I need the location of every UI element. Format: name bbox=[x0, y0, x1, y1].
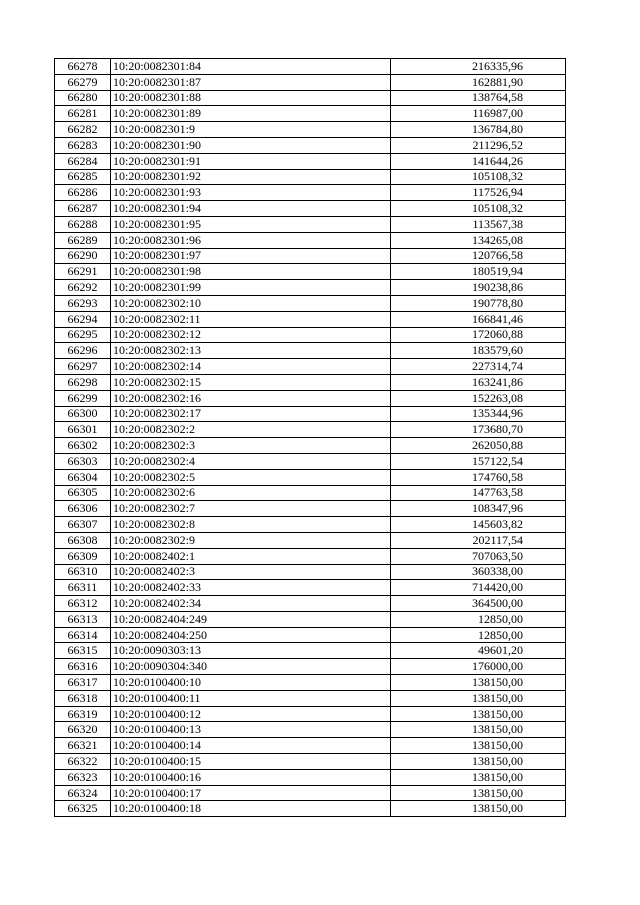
value-text: 364500,00 bbox=[472, 595, 523, 610]
table-row bbox=[55, 327, 566, 343]
row-number-cell: 66285 bbox=[55, 169, 111, 185]
table-row bbox=[55, 201, 566, 217]
value-text: 116987,00 bbox=[472, 106, 523, 121]
row-number-cell: 66309 bbox=[55, 548, 111, 564]
value-cell bbox=[391, 90, 566, 106]
table-row bbox=[55, 611, 566, 627]
value-cell bbox=[391, 232, 566, 248]
cadastral-number-cell: 10:20:0082302:11 bbox=[111, 311, 391, 327]
table-row bbox=[55, 153, 566, 169]
table-row bbox=[55, 643, 566, 659]
table-row bbox=[55, 469, 566, 485]
row-number-cell: 66278 bbox=[55, 59, 111, 75]
value-cell bbox=[391, 675, 566, 691]
value-text: 173680,70 bbox=[472, 422, 523, 437]
cadastral-number-cell: 10:20:0082301:88 bbox=[111, 90, 391, 106]
row-number-cell: 66302 bbox=[55, 438, 111, 454]
row-number-cell: 66299 bbox=[55, 390, 111, 406]
table-row bbox=[55, 438, 566, 454]
table-row bbox=[55, 706, 566, 722]
value-text: 138150,00 bbox=[472, 674, 523, 689]
value-text: 12850,00 bbox=[478, 627, 523, 642]
value-cell bbox=[391, 280, 566, 296]
value-cell bbox=[391, 501, 566, 517]
table-row bbox=[55, 59, 566, 75]
row-number-cell: 66303 bbox=[55, 453, 111, 469]
row-number-cell: 66312 bbox=[55, 596, 111, 612]
value-cell bbox=[391, 201, 566, 217]
row-number-cell: 66323 bbox=[55, 769, 111, 785]
cadastral-number-cell: 10:20:0100400:17 bbox=[111, 785, 391, 801]
cadastral-number-cell: 10:20:0082301:90 bbox=[111, 137, 391, 153]
table-row bbox=[55, 453, 566, 469]
table-body bbox=[55, 59, 566, 817]
row-number-cell: 66322 bbox=[55, 754, 111, 770]
cadastral-number-cell: 10:20:0082404:250 bbox=[111, 627, 391, 643]
cadastral-number-cell: 10:20:0082302:2 bbox=[111, 422, 391, 438]
value-cell bbox=[391, 801, 566, 817]
cadastral-number-cell: 10:20:0082302:12 bbox=[111, 327, 391, 343]
table-row bbox=[55, 422, 566, 438]
row-number-cell: 66284 bbox=[55, 153, 111, 169]
value-cell bbox=[391, 438, 566, 454]
value-text: 262050,88 bbox=[472, 438, 523, 453]
value-text: 138150,00 bbox=[472, 785, 523, 800]
cadastral-number-cell: 10:20:0082302:9 bbox=[111, 532, 391, 548]
value-cell bbox=[391, 137, 566, 153]
row-number-cell: 66310 bbox=[55, 564, 111, 580]
value-cell bbox=[391, 785, 566, 801]
table-row bbox=[55, 343, 566, 359]
cadastral-number-cell: 10:20:0082301:94 bbox=[111, 201, 391, 217]
value-text: 216335,96 bbox=[472, 58, 523, 73]
table-row bbox=[55, 374, 566, 390]
value-text: 136784,80 bbox=[472, 122, 523, 137]
value-text: 120766,58 bbox=[472, 248, 523, 263]
value-cell bbox=[391, 185, 566, 201]
table-row bbox=[55, 390, 566, 406]
value-cell bbox=[391, 690, 566, 706]
cadastral-number-cell: 10:20:0100400:12 bbox=[111, 706, 391, 722]
row-number-cell: 66298 bbox=[55, 374, 111, 390]
table-row bbox=[55, 769, 566, 785]
cadastral-number-cell: 10:20:0082301:96 bbox=[111, 232, 391, 248]
row-number-cell: 66314 bbox=[55, 627, 111, 643]
cadastral-number-cell: 10:20:0082302:4 bbox=[111, 453, 391, 469]
row-number-cell: 66308 bbox=[55, 532, 111, 548]
table-row bbox=[55, 248, 566, 264]
value-cell bbox=[391, 722, 566, 738]
value-text: 152263,08 bbox=[472, 390, 523, 405]
row-number-cell: 66293 bbox=[55, 295, 111, 311]
row-number-cell: 66321 bbox=[55, 738, 111, 754]
table-row bbox=[55, 754, 566, 770]
cadastral-number-cell: 10:20:0100400:15 bbox=[111, 754, 391, 770]
value-text: 117526,94 bbox=[472, 185, 523, 200]
value-cell bbox=[391, 485, 566, 501]
value-text: 113567,38 bbox=[472, 216, 523, 231]
cadastral-number-cell: 10:20:0082302:7 bbox=[111, 501, 391, 517]
value-text: 138150,00 bbox=[472, 690, 523, 705]
cadastral-number-cell: 10:20:0082302:14 bbox=[111, 359, 391, 375]
row-number-cell: 66316 bbox=[55, 659, 111, 675]
cadastral-number-cell: 10:20:0082302:6 bbox=[111, 485, 391, 501]
value-text: 714420,00 bbox=[472, 580, 523, 595]
cadastral-number-cell: 10:20:0082302:17 bbox=[111, 406, 391, 422]
value-text: 147763,58 bbox=[472, 485, 523, 500]
value-text: 202117,54 bbox=[472, 532, 523, 547]
cadastral-number-cell: 10:20:0082301:99 bbox=[111, 280, 391, 296]
table-row bbox=[55, 532, 566, 548]
cadastral-number-cell: 10:20:0100400:16 bbox=[111, 769, 391, 785]
row-number-cell: 66325 bbox=[55, 801, 111, 817]
value-cell bbox=[391, 611, 566, 627]
cadastral-number-cell: 10:20:0082302:16 bbox=[111, 390, 391, 406]
row-number-cell: 66282 bbox=[55, 122, 111, 138]
value-cell bbox=[391, 453, 566, 469]
table-row bbox=[55, 185, 566, 201]
table-row bbox=[55, 359, 566, 375]
cadastral-number-cell: 10:20:0082301:87 bbox=[111, 74, 391, 90]
table-row bbox=[55, 137, 566, 153]
table-row bbox=[55, 501, 566, 517]
value-text: 135344,96 bbox=[472, 406, 523, 421]
value-cell bbox=[391, 327, 566, 343]
row-number-cell: 66297 bbox=[55, 359, 111, 375]
cadastral-number-cell: 10:20:0082301:95 bbox=[111, 216, 391, 232]
table-row bbox=[55, 580, 566, 596]
cadastral-number-cell: 10:20:0100400:13 bbox=[111, 722, 391, 738]
cadastral-number-cell: 10:20:0082301:97 bbox=[111, 248, 391, 264]
row-number-cell: 66320 bbox=[55, 722, 111, 738]
cadastral-number-cell: 10:20:0082402:33 bbox=[111, 580, 391, 596]
cadastral-number-cell: 10:20:0082302:5 bbox=[111, 469, 391, 485]
row-number-cell: 66279 bbox=[55, 74, 111, 90]
table-row bbox=[55, 90, 566, 106]
value-cell bbox=[391, 295, 566, 311]
value-cell bbox=[391, 643, 566, 659]
row-number-cell: 66305 bbox=[55, 485, 111, 501]
cadastral-number-cell: 10:20:0082302:15 bbox=[111, 374, 391, 390]
cadastral-number-cell: 10:20:0090304:340 bbox=[111, 659, 391, 675]
value-text: 183579,60 bbox=[472, 343, 523, 358]
value-text: 49601,20 bbox=[478, 643, 523, 658]
cadastral-number-cell: 10:20:0082301:9 bbox=[111, 122, 391, 138]
cadastral-number-cell: 10:20:0082301:89 bbox=[111, 106, 391, 122]
table-row bbox=[55, 122, 566, 138]
table-row bbox=[55, 738, 566, 754]
value-text: 707063,50 bbox=[472, 548, 523, 563]
value-text: 180519,94 bbox=[472, 264, 523, 279]
value-cell bbox=[391, 517, 566, 533]
cadastral-number-cell: 10:20:0100400:11 bbox=[111, 690, 391, 706]
value-cell bbox=[391, 469, 566, 485]
value-text: 157122,54 bbox=[472, 453, 523, 468]
row-number-cell: 66311 bbox=[55, 580, 111, 596]
value-cell bbox=[391, 406, 566, 422]
row-number-cell: 66292 bbox=[55, 280, 111, 296]
cadastral-number-cell: 10:20:0082302:13 bbox=[111, 343, 391, 359]
table-row bbox=[55, 216, 566, 232]
value-text: 227314,74 bbox=[472, 359, 523, 374]
cadastral-number-cell: 10:20:0082302:3 bbox=[111, 438, 391, 454]
cadastral-value-table bbox=[54, 58, 566, 817]
value-cell bbox=[391, 390, 566, 406]
value-cell bbox=[391, 706, 566, 722]
table-row bbox=[55, 785, 566, 801]
table-row bbox=[55, 106, 566, 122]
value-text: 174760,58 bbox=[472, 469, 523, 484]
row-number-cell: 66281 bbox=[55, 106, 111, 122]
value-cell bbox=[391, 422, 566, 438]
value-text: 163241,86 bbox=[472, 374, 523, 389]
cadastral-number-cell: 10:20:0082402:3 bbox=[111, 564, 391, 580]
row-number-cell: 66289 bbox=[55, 232, 111, 248]
value-text: 360338,00 bbox=[472, 564, 523, 579]
row-number-cell: 66317 bbox=[55, 675, 111, 691]
row-number-cell: 66290 bbox=[55, 248, 111, 264]
row-number-cell: 66296 bbox=[55, 343, 111, 359]
row-number-cell: 66304 bbox=[55, 469, 111, 485]
value-cell bbox=[391, 374, 566, 390]
value-text: 176000,00 bbox=[472, 659, 523, 674]
table-row bbox=[55, 264, 566, 280]
value-text: 166841,46 bbox=[472, 311, 523, 326]
cadastral-number-cell: 10:20:0082402:1 bbox=[111, 548, 391, 564]
value-cell bbox=[391, 216, 566, 232]
cadastral-number-cell: 10:20:0082404:249 bbox=[111, 611, 391, 627]
value-cell bbox=[391, 564, 566, 580]
value-cell bbox=[391, 580, 566, 596]
value-text: 211296,52 bbox=[472, 137, 523, 152]
row-number-cell: 66306 bbox=[55, 501, 111, 517]
value-text: 190778,80 bbox=[472, 295, 523, 310]
value-text: 105108,32 bbox=[472, 169, 523, 184]
table-row bbox=[55, 280, 566, 296]
value-text: 145603,82 bbox=[472, 517, 523, 531]
cadastral-number-cell: 10:20:0082402:34 bbox=[111, 596, 391, 612]
value-text: 190238,86 bbox=[472, 280, 523, 295]
value-cell bbox=[391, 74, 566, 90]
value-text: 138150,00 bbox=[472, 722, 523, 737]
row-number-cell: 66300 bbox=[55, 406, 111, 422]
value-text: 105108,32 bbox=[472, 201, 523, 216]
value-cell bbox=[391, 596, 566, 612]
table-row bbox=[55, 295, 566, 311]
value-cell bbox=[391, 153, 566, 169]
row-number-cell: 66288 bbox=[55, 216, 111, 232]
row-number-cell: 66324 bbox=[55, 785, 111, 801]
value-cell bbox=[391, 627, 566, 643]
value-cell bbox=[391, 59, 566, 75]
table-row bbox=[55, 232, 566, 248]
row-number-cell: 66287 bbox=[55, 201, 111, 217]
cadastral-number-cell: 10:20:0082301:98 bbox=[111, 264, 391, 280]
table-row bbox=[55, 675, 566, 691]
cadastral-number-cell: 10:20:0082301:91 bbox=[111, 153, 391, 169]
table-row bbox=[55, 485, 566, 501]
value-text: 141644,26 bbox=[472, 153, 523, 168]
row-number-cell: 66318 bbox=[55, 690, 111, 706]
row-number-cell: 66301 bbox=[55, 422, 111, 438]
table-row bbox=[55, 548, 566, 564]
value-cell bbox=[391, 738, 566, 754]
value-cell bbox=[391, 311, 566, 327]
row-number-cell: 66307 bbox=[55, 517, 111, 533]
row-number-cell: 66319 bbox=[55, 706, 111, 722]
table-row bbox=[55, 627, 566, 643]
value-cell bbox=[391, 248, 566, 264]
table-row bbox=[55, 596, 566, 612]
row-number-cell: 66294 bbox=[55, 311, 111, 327]
row-number-cell: 66291 bbox=[55, 264, 111, 280]
value-cell bbox=[391, 769, 566, 785]
cadastral-number-cell: 10:20:0082301:93 bbox=[111, 185, 391, 201]
cadastral-number-cell: 10:20:0082302:8 bbox=[111, 517, 391, 533]
value-cell bbox=[391, 106, 566, 122]
value-cell bbox=[391, 343, 566, 359]
value-cell bbox=[391, 754, 566, 770]
value-text: 138150,00 bbox=[472, 769, 523, 784]
cadastral-number-cell: 10:20:0090303:13 bbox=[111, 643, 391, 659]
value-text: 138764,58 bbox=[472, 90, 523, 105]
row-number-cell: 66295 bbox=[55, 327, 111, 343]
cadastral-number-cell: 10:20:0100400:14 bbox=[111, 738, 391, 754]
value-text: 138150,00 bbox=[472, 706, 523, 721]
value-cell bbox=[391, 548, 566, 564]
row-number-cell: 66313 bbox=[55, 611, 111, 627]
table-row bbox=[55, 311, 566, 327]
table-row bbox=[55, 722, 566, 738]
table-row bbox=[55, 801, 566, 817]
cadastral-number-cell: 10:20:0100400:10 bbox=[111, 675, 391, 691]
value-cell bbox=[391, 359, 566, 375]
value-cell bbox=[391, 122, 566, 138]
value-text: 138150,00 bbox=[472, 738, 523, 753]
value-cell bbox=[391, 264, 566, 280]
value-cell bbox=[391, 659, 566, 675]
value-text: 172060,88 bbox=[472, 327, 523, 342]
cadastral-number-cell: 10:20:0100400:18 bbox=[111, 801, 391, 817]
value-text: 134265,08 bbox=[472, 232, 523, 247]
table-row bbox=[55, 74, 566, 90]
row-number-cell: 66283 bbox=[55, 137, 111, 153]
table-row bbox=[55, 169, 566, 185]
table-row bbox=[55, 406, 566, 422]
table-row bbox=[55, 690, 566, 706]
value-text: 138150,00 bbox=[472, 801, 523, 816]
value-text: 138150,00 bbox=[472, 753, 523, 768]
cadastral-number-cell: 10:20:0082302:10 bbox=[111, 295, 391, 311]
row-number-cell: 66315 bbox=[55, 643, 111, 659]
value-text: 162881,90 bbox=[472, 74, 523, 89]
row-number-cell: 66286 bbox=[55, 185, 111, 201]
row-number-cell: 66280 bbox=[55, 90, 111, 106]
value-cell bbox=[391, 169, 566, 185]
cadastral-number-cell: 10:20:0082301:92 bbox=[111, 169, 391, 185]
table-row bbox=[55, 659, 566, 675]
cadastral-number-cell: 10:20:0082301:84 bbox=[111, 59, 391, 75]
table-row bbox=[55, 517, 566, 533]
value-text: 108347,96 bbox=[472, 501, 523, 516]
value-cell bbox=[391, 532, 566, 548]
value-text: 12850,00 bbox=[478, 611, 523, 626]
table-row bbox=[55, 564, 566, 580]
